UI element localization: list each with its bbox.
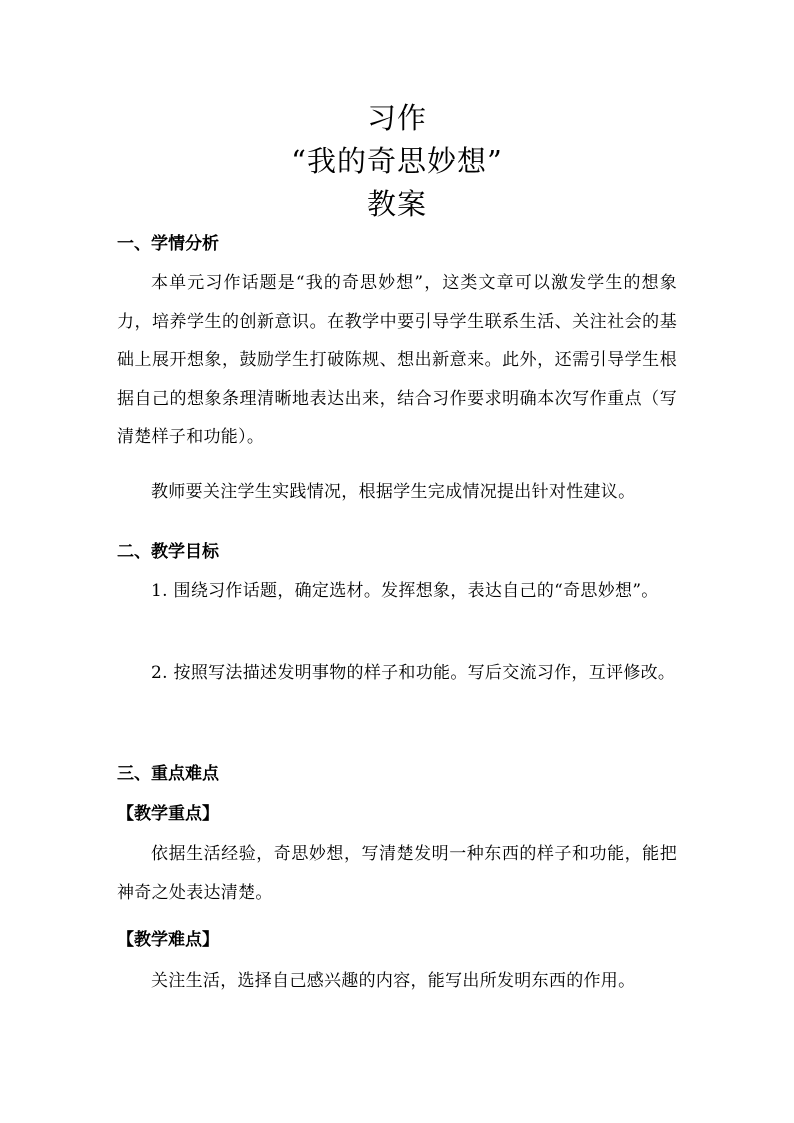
section-heading-learning-analysis: 一、学情分析 [117, 234, 219, 254]
subheading-teaching-difficulty: 【教学难点】 [117, 930, 219, 950]
doc-title-line-1: 习作 [366, 101, 427, 135]
section-heading-key-difficult-points: 三、重点难点 [117, 764, 219, 784]
teaching-difficulty-paragraph: 关注生活，选择自己感兴趣的内容，能写出所发明东西的作用。 [151, 971, 636, 991]
teaching-focus-paragraph: 依据生活经验，奇思妙想，写清楚发明一种东西的样子和功能，能把神奇之处表达清楚。 [117, 844, 677, 903]
doc-title-line-2: “我的奇思妙想” [291, 144, 503, 178]
subheading-teaching-focus: 【教学重点】 [117, 804, 219, 824]
teaching-goal-1: 1. 围绕习作话题，确定选材。发挥想象，表达自己的“奇思妙想”。 [151, 581, 659, 601]
learning-analysis-paragraph-1: 本单元习作话题是“我的奇思妙想”，这类文章可以激发学生的想象力，培养学生的创新意识。在教学中要引导学生联系生活、关注社会的基础上展开想象，鼓励学生打破陈规、想出新意来。此外，还需引导学生根据自己的想象条理清晰地表达出来，结合习作要求明确本次写作重点（写清楚样子和功能）。 [117, 273, 677, 447]
teaching-goal-2: 2. 按照写法描述发明事物的样子和功能。写后交流习作，互评修改。 [151, 663, 676, 683]
learning-analysis-paragraph-2: 教师要关注学生实践情况，根据学生完成情况提出针对性建议。 [151, 482, 636, 502]
section-heading-teaching-goals: 二、教学目标 [117, 542, 219, 562]
doc-title-line-3: 教案 [366, 187, 427, 221]
